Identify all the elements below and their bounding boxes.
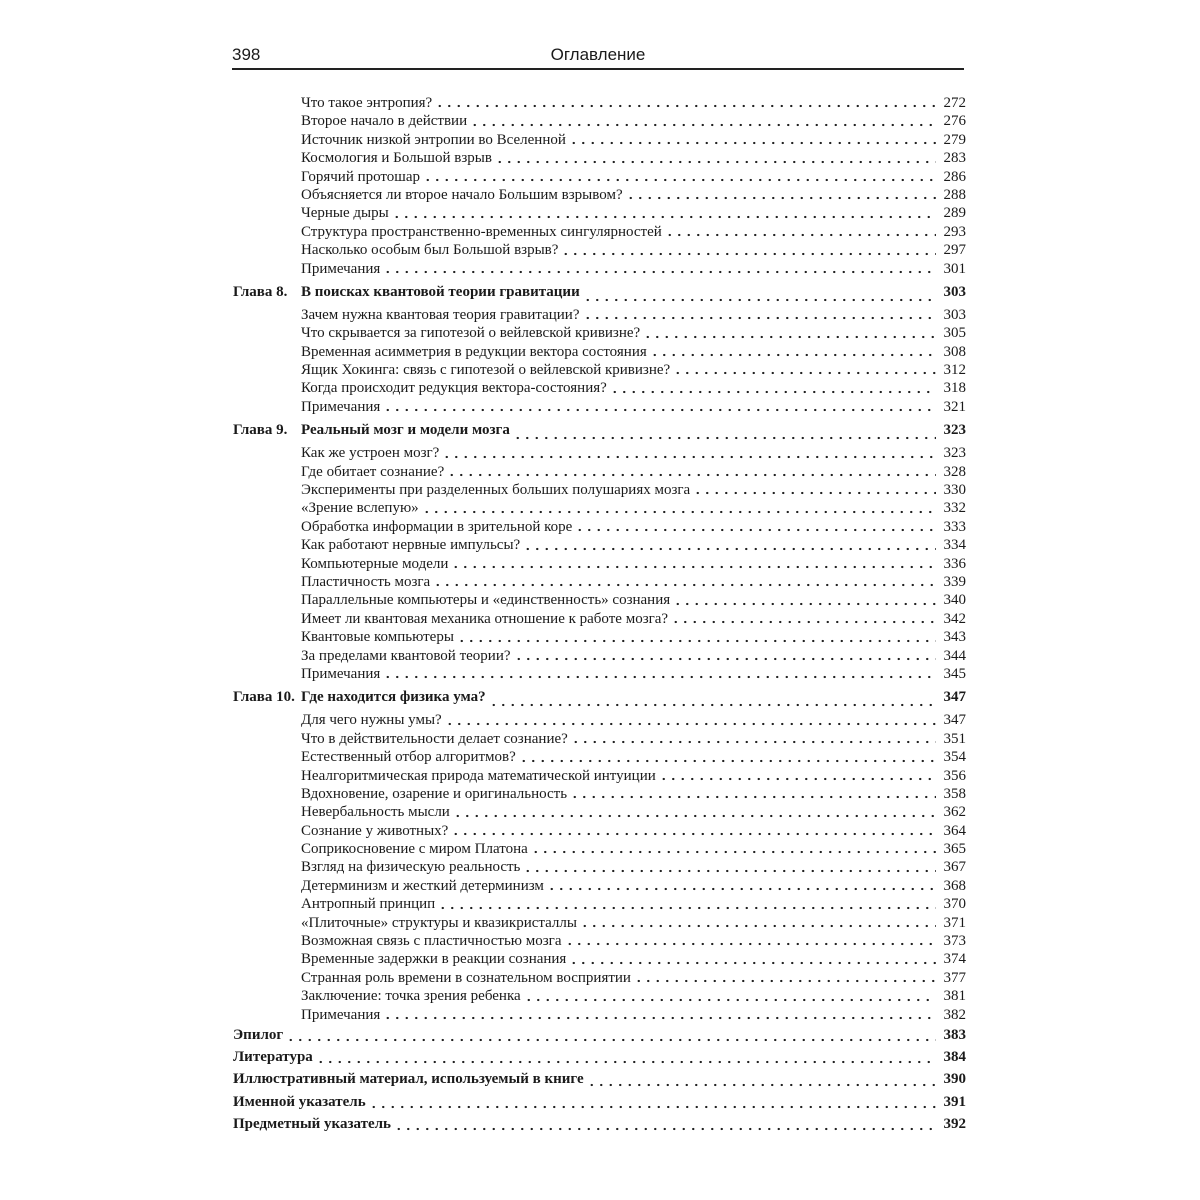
entry-page: 289 — [943, 205, 966, 222]
chapter-8-heading[interactable] — [233, 278, 966, 306]
dot-leader — [286, 1038, 936, 1042]
dot-leader — [583, 316, 937, 320]
dot-leader — [513, 436, 936, 440]
entry-title: Невербальность мысли — [301, 804, 450, 821]
entry-title: Квантовые компьютеры — [301, 629, 454, 646]
entry-page: 392 — [943, 1115, 966, 1132]
entry-title: Эксперименты при разделенных больших полушариях мозга — [301, 482, 691, 499]
toc-section-entry[interactable] — [233, 131, 966, 149]
entry-page: 343 — [943, 629, 966, 646]
entry-title: Как же устроен мозг? — [301, 445, 440, 462]
dot-leader — [433, 583, 936, 587]
dot-leader — [531, 850, 936, 854]
toc-section-entry[interactable] — [233, 463, 966, 481]
entry-page: 367 — [943, 859, 966, 876]
entry-title: «Зрение вслепую» — [301, 500, 419, 517]
entry-page: 362 — [943, 804, 966, 821]
chapter-title: Где находится физика ума? — [301, 689, 486, 706]
toc-section-entry[interactable] — [233, 711, 966, 729]
entry-page: 374 — [943, 951, 966, 968]
entry-page: 323 — [943, 445, 966, 462]
table-of-contents — [233, 94, 966, 1135]
entry-title: Что скрывается за гипотезой о вейлевской кривизне? — [301, 325, 641, 342]
dot-leader — [693, 491, 936, 495]
entry-page: 371 — [943, 914, 966, 931]
entry-page: 370 — [943, 896, 966, 913]
page-number: 398 — [232, 45, 261, 64]
entry-page: 377 — [943, 969, 966, 986]
entry-title: Пластичность мозга — [301, 573, 431, 590]
page-header — [232, 44, 964, 70]
entry-title: Возможная связь с пластичностью мозга — [301, 933, 562, 950]
entry-title: За пределами квантовой теории? — [301, 647, 511, 664]
toc-section-entry[interactable] — [233, 822, 966, 840]
entry-title: Детерминизм и жесткий детерминизм — [301, 877, 544, 894]
section-group-chapter-9 — [233, 444, 966, 683]
toc-section-entry[interactable] — [233, 803, 966, 821]
dot-leader — [519, 759, 936, 763]
dot-leader — [445, 722, 936, 726]
dot-leader — [514, 657, 936, 661]
toc-section-entry[interactable] — [233, 306, 966, 324]
entry-page: 351 — [943, 730, 966, 747]
dot-leader — [673, 371, 936, 375]
entry-page: 383 — [943, 1026, 966, 1043]
entry-page: 342 — [943, 610, 966, 627]
entry-title: Примечания — [301, 665, 381, 682]
toc-section-entry[interactable] — [233, 914, 966, 932]
chapter-label: Глава 8. — [233, 283, 288, 300]
toc-section-entry[interactable] — [233, 969, 966, 987]
entry-page: 276 — [943, 113, 966, 130]
toc-section-entry[interactable] — [233, 398, 966, 416]
entry-page: 330 — [943, 482, 966, 499]
dot-leader — [569, 141, 936, 145]
entry-title: Неалгоритмическая природа математической интуиции — [301, 767, 656, 784]
toc-section-entry[interactable] — [233, 518, 966, 536]
chapter-10-heading[interactable] — [233, 683, 966, 711]
entry-title: Имеет ли квантовая механика отношение к работе мозга? — [301, 610, 669, 627]
toc-section-entry[interactable] — [233, 628, 966, 646]
entry-page: 312 — [943, 362, 966, 379]
toc-section-entry[interactable] — [233, 241, 966, 259]
dot-leader — [369, 1105, 936, 1109]
dot-leader — [659, 777, 936, 781]
chapter-label: Глава 10. — [233, 689, 295, 706]
entry-title: «Плиточные» структуры и квазикристаллы — [301, 914, 577, 931]
dot-leader — [423, 178, 936, 182]
toc-section-entry[interactable] — [233, 444, 966, 462]
dot-leader — [383, 408, 936, 412]
entry-page: 384 — [943, 1049, 966, 1066]
dot-leader — [561, 252, 936, 256]
section-group-chapter-10 — [233, 711, 966, 1024]
dot-leader — [671, 620, 936, 624]
entry-page: 336 — [943, 555, 966, 572]
dot-leader — [383, 675, 936, 679]
toc-section-entry[interactable] — [233, 987, 966, 1005]
entry-title: Второе начало в действии — [301, 113, 468, 130]
entry-title: Примечания — [301, 260, 381, 277]
back-matter — [233, 1024, 966, 1135]
dot-leader — [570, 795, 936, 799]
entry-page: 373 — [943, 933, 966, 950]
entry-title: Антропный принцип — [301, 896, 436, 913]
entry-page: 293 — [943, 223, 966, 240]
entry-page: 288 — [943, 186, 966, 203]
section-group-chapter-7 — [233, 94, 966, 278]
dot-leader — [626, 196, 936, 200]
dot-leader — [495, 160, 936, 164]
entry-page: 308 — [943, 343, 966, 360]
dot-leader — [673, 602, 936, 606]
entry-page: 301 — [943, 260, 966, 277]
chapter-9-heading[interactable] — [233, 416, 966, 444]
entry-page: 356 — [943, 767, 966, 784]
chapter-label: Глава 9. — [233, 422, 288, 439]
dot-leader — [383, 270, 936, 274]
dot-leader — [457, 639, 936, 643]
dot-leader — [547, 887, 936, 891]
dot-leader — [523, 547, 936, 551]
entry-page: 358 — [943, 785, 966, 802]
entry-title: Параллельные компьютеры и «единственность» сознания — [301, 592, 671, 609]
entry-title: Источник низкой энтропии во Вселенной — [301, 131, 566, 148]
toc-section-entry[interactable] — [233, 610, 966, 628]
chapter-page: 347 — [943, 689, 966, 706]
dot-leader — [610, 390, 936, 394]
entry-title: Обработка информации в зрительной коре — [301, 518, 573, 535]
toc-section-entry[interactable] — [233, 379, 966, 397]
dot-leader — [523, 869, 936, 873]
dot-leader — [383, 1016, 936, 1020]
dot-leader — [524, 998, 936, 1002]
toc-section-entry[interactable] — [233, 555, 966, 573]
dot-leader — [489, 703, 936, 707]
toc-section-entry[interactable] — [233, 647, 966, 665]
section-group-chapter-8 — [233, 306, 966, 416]
entry-title: Насколько особым был Большой взрыв? — [301, 242, 559, 259]
dot-leader — [643, 335, 936, 339]
toc-section-entry[interactable] — [233, 665, 966, 683]
entry-title: Заключение: точка зрения ребенка — [301, 988, 521, 1005]
dot-leader — [650, 353, 936, 357]
entry-page: 368 — [943, 877, 966, 894]
entry-title: Временная асимметрия в редукции вектора состояния — [301, 343, 647, 360]
entry-page: 381 — [943, 988, 966, 1005]
entry-page: 321 — [943, 398, 966, 415]
entry-page: 340 — [943, 592, 966, 609]
entry-page: 279 — [943, 131, 966, 148]
toc-section-entry[interactable] — [233, 149, 966, 167]
toc-section-entry[interactable] — [233, 168, 966, 186]
entry-title: Примечания — [301, 398, 381, 415]
toc-back-matter-entry[interactable] — [233, 1068, 966, 1090]
entry-title: Где обитает сознание? — [301, 463, 445, 480]
toc-section-entry[interactable] — [233, 223, 966, 241]
entry-page: 339 — [943, 573, 966, 590]
entry-title: Что в действительности делает сознание? — [301, 730, 568, 747]
dot-leader — [422, 510, 936, 514]
entry-title: Зачем нужна квантовая теория гравитации? — [301, 306, 580, 323]
entry-page: 286 — [943, 168, 966, 185]
entry-title: Когда происходит редукция вектора-состояния? — [301, 380, 607, 397]
dot-leader — [583, 298, 936, 302]
entry-title: Вдохновение, озарение и оригинальность — [301, 785, 568, 802]
entry-page: 318 — [943, 380, 966, 397]
entry-page: 364 — [943, 822, 966, 839]
dot-leader — [587, 1083, 936, 1087]
page-title: Оглавление — [550, 45, 646, 64]
toc-section-entry[interactable] — [233, 481, 966, 499]
dot-leader — [438, 906, 936, 910]
toc-section-entry[interactable] — [233, 785, 966, 803]
entry-title: Ящик Хокинга: связь с гипотезой о вейлевской кривизне? — [301, 362, 671, 379]
entry-title: Для чего нужны умы? — [301, 712, 442, 729]
toc-section-entry[interactable] — [233, 536, 966, 554]
entry-page: 344 — [943, 647, 966, 664]
chapter-page: 323 — [943, 422, 966, 439]
toc-section-entry[interactable] — [233, 748, 966, 766]
dot-leader — [442, 455, 936, 459]
entry-page: 332 — [943, 500, 966, 517]
chapter-title: Реальный мозг и модели мозга — [301, 422, 510, 439]
toc-section-entry[interactable] — [233, 260, 966, 278]
dot-leader — [451, 832, 936, 836]
toc-section-entry[interactable] — [233, 950, 966, 968]
toc-section-entry[interactable] — [233, 112, 966, 130]
entry-page: 283 — [943, 150, 966, 167]
toc-section-entry[interactable] — [233, 324, 966, 342]
entry-page: 272 — [943, 95, 966, 111]
entry-page: 328 — [943, 463, 966, 480]
entry-title: Что такое энтропия? — [301, 95, 433, 111]
entry-page: 303 — [943, 306, 966, 323]
dot-leader — [470, 123, 936, 127]
dot-leader — [565, 942, 937, 946]
entry-title: Временные задержки в реакции сознания — [301, 951, 567, 968]
toc-back-matter-entry[interactable] — [233, 1091, 966, 1113]
entry-page: 365 — [943, 841, 966, 858]
entry-title: Естественный отбор алгоритмов? — [301, 749, 516, 766]
dot-leader — [394, 1127, 936, 1131]
entry-title: Горячий протошар — [301, 168, 420, 185]
toc-section-entry[interactable] — [233, 895, 966, 913]
entry-title: Соприкосновение с миром Платона — [301, 841, 528, 858]
entry-page: 354 — [943, 749, 966, 766]
entry-title: Примечания — [301, 1006, 381, 1023]
dot-leader — [392, 215, 936, 219]
dot-leader — [451, 565, 936, 569]
dot-leader — [316, 1060, 936, 1064]
toc-section-entry[interactable] — [233, 877, 966, 895]
toc-back-matter-entry[interactable] — [233, 1113, 966, 1135]
dot-leader — [634, 979, 936, 983]
chapter-title: В поисках квантовой теории гравитации — [301, 283, 580, 300]
dot-leader — [447, 473, 936, 477]
entry-title: Как работают нервные импульсы? — [301, 537, 521, 554]
entry-title: Космология и Большой взрыв — [301, 150, 492, 167]
entry-title: Черные дыры — [301, 205, 389, 222]
toc-section-entry[interactable] — [233, 186, 966, 204]
toc-section-entry[interactable] — [233, 858, 966, 876]
entry-title: Структура пространственно-временных сингулярностей — [301, 223, 662, 240]
dot-leader — [571, 740, 936, 744]
entry-title: Литература — [233, 1049, 313, 1066]
toc-section-entry[interactable] — [233, 499, 966, 517]
entry-title: Компьютерные модели — [301, 555, 449, 572]
entry-title: Именной указатель — [233, 1093, 366, 1110]
toc-section-entry[interactable] — [233, 591, 966, 609]
entry-title: Предметный указатель — [233, 1115, 391, 1132]
entry-page: 382 — [943, 1006, 966, 1023]
entry-title: Объясняется ли второе начало Большим взрывом? — [301, 186, 623, 203]
toc-section-entry[interactable] — [233, 361, 966, 379]
entry-title: Эпилог — [233, 1026, 284, 1043]
entry-page: 297 — [943, 242, 966, 259]
entry-title: Странная роль времени в сознательном восприятии — [301, 969, 631, 986]
toc-section-entry[interactable] — [233, 1006, 966, 1024]
entry-page: 347 — [943, 712, 966, 729]
entry-title: Взгляд на физическую реальность — [301, 859, 521, 876]
entry-page: 305 — [943, 325, 966, 342]
entry-page: 333 — [943, 518, 966, 535]
dot-leader — [665, 233, 936, 237]
entry-page: 391 — [943, 1093, 966, 1110]
entry-page: 345 — [943, 665, 966, 682]
toc-section-entry[interactable] — [233, 94, 966, 112]
entry-title: Сознание у животных? — [301, 822, 449, 839]
toc-back-matter-entry[interactable] — [233, 1024, 966, 1046]
entry-page: 390 — [943, 1071, 966, 1088]
toc-section-entry[interactable] — [233, 840, 966, 858]
toc-section-entry[interactable] — [233, 932, 966, 950]
dot-leader — [569, 961, 936, 965]
toc-back-matter-entry[interactable] — [233, 1046, 966, 1068]
dot-leader — [453, 814, 936, 818]
toc-section-entry[interactable] — [233, 204, 966, 222]
entry-page: 334 — [943, 537, 966, 554]
toc-section-entry[interactable] — [233, 343, 966, 361]
chapter-page: 303 — [943, 283, 966, 300]
dot-leader — [580, 924, 936, 928]
dot-leader — [575, 528, 936, 532]
toc-section-entry[interactable] — [233, 730, 966, 748]
toc-section-entry[interactable] — [233, 573, 966, 591]
dot-leader — [435, 104, 936, 108]
entry-title: Иллюстративный материал, используемый в книге — [233, 1071, 584, 1088]
toc-section-entry[interactable] — [233, 767, 966, 785]
